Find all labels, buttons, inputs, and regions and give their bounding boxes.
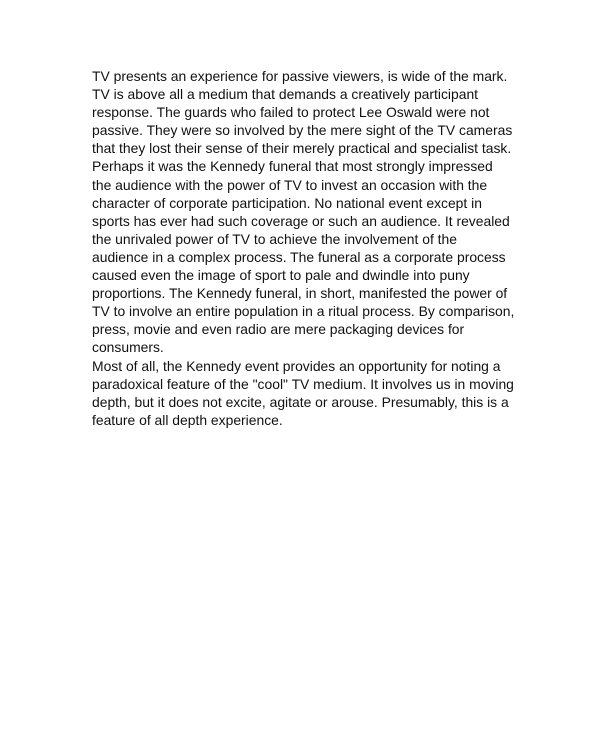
text-line: passive. They were so involved by the mere sight of the TV cameras (92, 122, 513, 139)
text-line: TV presents an experience for passive viewers, is wide of the mark. (92, 68, 508, 84)
text-line: the unrivaled power of TV to achieve the involvement of the (92, 230, 457, 247)
body-text (92, 67, 522, 429)
text-line: paradoxical feature of the "cool" TV medium. It involves us in moving (92, 375, 514, 392)
text-line: Perhaps it was the Kennedy funeral that most strongly impressed (92, 158, 493, 175)
text-line: character of corporate participation. No national event except in (92, 194, 482, 211)
text-line: depth, but it does not excite, agitate or arouse. Presumably, this is a (92, 393, 509, 410)
text-line: press, movie and even radio are mere packaging devices for (92, 321, 465, 338)
text-line: the audience with the power of TV to invest an occasion with the (92, 176, 488, 193)
text-line: that they lost their sense of their merely practical and specialist task. (92, 140, 512, 157)
text-line: sports has ever had such coverage or such an audience. It revealed (92, 212, 510, 229)
text-line: Most of all, the Kennedy event provides an opportunity for noting a (92, 357, 501, 374)
text-line: TV is above all a medium that demands a creatively participant (92, 86, 479, 103)
text-line: audience in a complex process. The funeral as a corporate process (92, 248, 506, 265)
text-line: caused even the image of sport to pale and dwindle into puny (92, 267, 470, 284)
text-line: proportions. The Kennedy funeral, in short, manifested the power of (92, 285, 508, 302)
text-line: TV to involve an entire population in a ritual process. By comparison, (92, 303, 515, 320)
text-line: response. The guards who failed to protect Lee Oswald were not (92, 104, 490, 121)
text-line: feature of all depth experience. (92, 411, 283, 428)
text-line: consumers. (92, 339, 164, 356)
